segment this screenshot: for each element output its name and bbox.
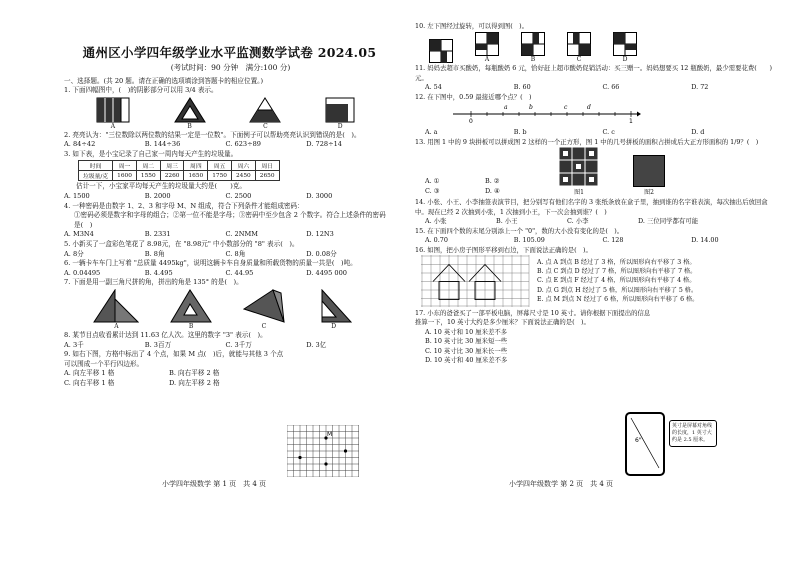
page-2-footer: 小学四年级数学 第 2 页 共 4 页 xyxy=(509,480,614,488)
table-cell: 垃圾量/克 xyxy=(79,171,113,181)
q1-figure-d xyxy=(325,97,355,130)
question-9: 9. 如右下图，方格中标出了 4 个点，如果 M 点( )后，就能与其他 3 个点可以围成一个平行四边形。 xyxy=(64,350,284,368)
question-7: 7. 下面是用一副三角尺拼的角，拼出的角是 135° 的是( )。 xyxy=(64,278,243,287)
table-cell: 周五 xyxy=(208,161,232,171)
q12-option-a[interactable]: A. a xyxy=(425,128,438,137)
table-cell: 时间 xyxy=(79,161,113,171)
q9-option-a[interactable]: A. 向左平移 1 格 xyxy=(64,369,115,378)
q5-option-d[interactable]: D. 0.08分 xyxy=(306,249,337,258)
q2-option-b[interactable]: B. 144÷36 xyxy=(144,140,181,149)
exam-title: 通州区小学四年级学业水平监测数学试卷 2024.05 xyxy=(82,45,377,60)
question-10-figures xyxy=(429,32,780,63)
q7-figure-c xyxy=(243,289,285,330)
q1-label-b: B xyxy=(187,122,192,130)
q7-label-d: D xyxy=(331,322,337,330)
q4-option-c[interactable]: C. 2NMM xyxy=(225,230,258,239)
q17-option-a[interactable]: A. 10 英寸和 10 厘米差不多 xyxy=(425,327,508,336)
q12-number-line xyxy=(451,102,641,124)
table-header-row xyxy=(79,161,280,171)
question-15-options xyxy=(415,236,780,246)
q13-option-d[interactable]: D. ④ xyxy=(485,186,500,195)
table-cell: 周三 xyxy=(160,161,184,171)
question-5-options xyxy=(64,250,387,260)
table-row xyxy=(79,171,280,181)
q1-figure-b xyxy=(174,97,206,130)
section-1-heading: 一、选择题。(共 20 题。请在正确的选项填涂到答题卡的相应位置。) xyxy=(64,77,264,85)
question-4-conditions: ①密码必须是数字和字母的组合；②第一位不能是字母；③密码中至少包含 2 个数字。符合上述条件的密码是( ) xyxy=(74,211,386,229)
q7-label-a: A xyxy=(114,322,119,330)
q17-option-d[interactable]: D. 10 英寸和 40 厘米差不多 xyxy=(425,356,508,365)
question-13: 13. 用图 1 中的 9 块拼板可以拼成图 2 这样的一个正方形，图 1 中的几号拼板的面积占拼成后大正方形面积的 1/9？( ) xyxy=(415,137,759,146)
q10-source-figure xyxy=(429,39,453,63)
garbage-table xyxy=(78,160,280,181)
q16-option-e[interactable]: E. 点 M 到点 N 经过了 6 格，所以图形向右平移了 6 格。 xyxy=(537,295,699,303)
q13-fig1-caption: 图1 xyxy=(574,189,584,197)
q17-size-label: 6" xyxy=(635,437,642,444)
q12-option-b[interactable]: B. b xyxy=(513,128,527,137)
q6-option-d[interactable]: D. 4495 000 xyxy=(306,268,347,277)
q17-tablet-figure xyxy=(625,412,713,480)
q12-point-d: d xyxy=(587,104,591,112)
q6-option-a[interactable]: A. 0.04495 xyxy=(64,268,101,277)
q16-option-d[interactable]: D. 点 G 到点 H 经过了 5 格，所以图形向右平移了 5 格。 xyxy=(537,286,698,294)
question-14: 14. 小张、小王、小李抽签表演节目，把分别写有他们名字的 3 张纸条放在盒子里，抽到谁的名字谁表演，每次抽出后放回盒中。现在已经 2 次抽到小张，1 次抽到小王，下一次会抽到谁？( ) xyxy=(415,198,768,216)
q12-tick-1: 1 xyxy=(629,118,633,125)
question-7-figures xyxy=(78,289,367,330)
question-6-options xyxy=(64,269,387,279)
question-8-options xyxy=(64,341,387,351)
q1-figure-a xyxy=(96,97,130,130)
q16-option-b[interactable]: B. 点 C 到点 D 经过了 7 格，所以图形向右平移了 7 格。 xyxy=(537,268,697,276)
question-12-options xyxy=(415,128,780,138)
table-cell: 1550 xyxy=(136,171,160,181)
q14-option-d[interactable]: D. 三位同学都有可能 xyxy=(638,217,699,226)
q13-fig2-caption: 图2 xyxy=(644,189,654,197)
table-cell: 1600 xyxy=(113,171,137,181)
question-13-options xyxy=(415,177,545,196)
q7-label-c: C xyxy=(261,322,267,330)
question-3: 3. 如下表，是小宝记录了自己家一周内每天产生的垃圾量。 xyxy=(64,149,238,158)
q12-point-b: b xyxy=(529,104,533,112)
q10-label-c: C xyxy=(576,56,582,64)
question-1-figures xyxy=(74,97,377,130)
question-17: 17. 小东的爸爸买了一部平板电脑，屏幕尺寸是 10 英寸。请你根据下面提出的信息推算一下，10 英寸大约是多少厘米？下面说法正确的是( )。 xyxy=(415,309,651,327)
q10-label-b: B xyxy=(530,56,536,64)
page-1-footer: 小学四年级数学 第 1 页 共 4 页 xyxy=(162,480,267,488)
question-15: 15. 在下面四个数的末尾分别添上一个 "0"，数的大小没有变化的是( )。 xyxy=(415,226,624,235)
table-cell: 1650 xyxy=(184,171,208,181)
question-16: 16. 如图，把小房子图形平移到右边，下面说法正确的是( )。 xyxy=(415,245,592,254)
q7-figure-a xyxy=(93,289,139,330)
q10-figure-d xyxy=(613,32,637,63)
q16-option-a[interactable]: A. 点 A 到点 B 经过了 3 格，所以图形向右平移了 3 格。 xyxy=(537,259,696,267)
q3-option-d[interactable]: D. 3000 xyxy=(306,191,333,200)
question-2: 2. 亮亮认为："三位数除以两位数的结果一定是一位数"。下面例子可以帮助亮亮认识到错误的是( )。 xyxy=(64,130,361,139)
q17-info-note: 英寸是屏幕对角线的长度，1 英寸大约是 2.5 厘米。 xyxy=(669,420,717,447)
q2-option-a[interactable]: A. 84÷42 xyxy=(64,140,96,149)
q10-figure-a xyxy=(475,32,499,63)
q8-option-a[interactable]: A. 3千 xyxy=(64,340,84,349)
question-11-options xyxy=(415,83,780,93)
q12-option-d[interactable]: D. d xyxy=(691,128,705,137)
q13-figure-2 xyxy=(633,155,665,196)
question-3-estimate: 估计一下，小宝家平均每天产生的垃圾量大约是( )克。 xyxy=(76,182,246,191)
tablet-icon xyxy=(625,412,665,476)
q4-option-a[interactable]: A. M3N4 xyxy=(64,230,94,239)
q11-option-d[interactable]: D. 72 xyxy=(691,83,709,92)
q8-option-c[interactable]: C. 3千万 xyxy=(225,340,252,349)
q9-grid xyxy=(287,425,359,477)
q16-option-c[interactable]: C. 点 E 到点 F 经过了 4 格，所以图形向右平移了 4 格。 xyxy=(537,277,696,285)
q1-label-c: C xyxy=(263,122,268,130)
table-cell: 周日 xyxy=(255,161,279,171)
q13-figure-1 xyxy=(559,147,599,196)
q2-option-d[interactable]: D. 728÷14 xyxy=(306,140,342,149)
q3-option-a[interactable]: A. 1500 xyxy=(64,191,90,200)
question-12: 12. 在下图中，0.59 最接近哪个点？( ) xyxy=(415,92,532,101)
q13-option-b[interactable]: B. ② xyxy=(485,177,500,186)
q11-option-a[interactable]: A. 54 xyxy=(425,83,442,92)
q1-label-a: A xyxy=(110,122,116,130)
q10-figure-b xyxy=(521,32,545,63)
q10-figure-c xyxy=(567,32,591,63)
question-17-options xyxy=(415,328,780,366)
q5-option-a[interactable]: A. 8分 xyxy=(64,249,84,258)
question-13-body xyxy=(415,147,780,196)
q10-label-a: A xyxy=(484,56,490,64)
q6-option-b[interactable]: B. 4.495 xyxy=(144,268,173,277)
q4-option-b[interactable]: B. 2331 xyxy=(144,230,171,239)
q16-grid xyxy=(421,255,531,307)
question-3-options xyxy=(64,192,387,202)
q12-point-a: a xyxy=(504,104,508,112)
q15-option-a[interactable]: A. 0.70 xyxy=(425,236,448,245)
q9-point-label: M xyxy=(327,431,333,438)
q14-option-b[interactable]: B. 小王 xyxy=(496,217,518,226)
q8-option-d[interactable]: D. 3亿 xyxy=(306,340,327,349)
q7-figure-b xyxy=(170,289,212,330)
table-cell: 周一 xyxy=(113,161,137,171)
question-5: 5. 小新买了一盒彩色笔花了 8.98元，在 "8.98元" 中小数部分的 "8" 表示( )。 xyxy=(64,239,299,248)
table-cell: 周二 xyxy=(136,161,160,171)
q15-option-c[interactable]: C. 128 xyxy=(602,236,624,245)
q13-option-a[interactable]: A. ① xyxy=(425,177,440,186)
table-cell: 1750 xyxy=(208,171,232,181)
q15-option-d[interactable]: D. 14.00 xyxy=(691,236,719,245)
q15-option-b[interactable]: B. 105.09 xyxy=(513,236,545,245)
exam-subtitle: (考试时间：90 分钟 满分:100 分) xyxy=(170,63,291,72)
question-16-options xyxy=(537,255,698,307)
q6-option-c[interactable]: C. 44.95 xyxy=(225,268,254,277)
q12-option-c[interactable]: C. c xyxy=(602,128,615,137)
q9-option-d[interactable]: D. 向左平移 2 格 xyxy=(169,378,220,387)
q1-figure-c xyxy=(249,97,281,130)
table-cell: 周四 xyxy=(184,161,208,171)
question-2-options xyxy=(64,140,387,150)
table-cell: 2650 xyxy=(255,171,279,181)
q10-label-d: D xyxy=(622,56,628,64)
q9-option-b[interactable]: B. 向右平移 2 格 xyxy=(169,369,220,378)
question-10: 10. 左下图经过旋转，可以得到图( )。 xyxy=(415,22,529,30)
q1-label-d: D xyxy=(337,122,343,130)
question-8: 8. 某节目点收看累计达到 11.63 亿人次。这里的数字 "3" 表示( )。 xyxy=(64,330,267,339)
q5-option-c[interactable]: C. 8角 xyxy=(225,249,246,258)
q14-option-c[interactable]: C. 小李 xyxy=(567,217,589,226)
q14-option-a[interactable]: A. 小张 xyxy=(425,217,447,226)
question-4-options xyxy=(64,230,387,240)
q17-option-c[interactable]: C. 10 英寸比 30 厘米长一些 xyxy=(425,346,508,355)
question-16-body xyxy=(415,255,780,307)
question-1: 1. 下面四幅图中，( )的阴影部分可以用 3/4 表示。 xyxy=(64,86,218,94)
q8-option-b[interactable]: B. 3百万 xyxy=(144,340,172,349)
q7-figure-d xyxy=(316,289,352,330)
q11-option-c[interactable]: C. 66 xyxy=(602,83,620,92)
question-11: 11. 妈妈去超市买酸奶，每瓶酸奶 6 元，恰好赶上超市酸奶促销活动：买三赠一。妈妈想要买 12 瓶酸奶，最少需要花费( )元。 xyxy=(415,64,773,82)
table-cell: 2450 xyxy=(231,171,255,181)
q11-option-b[interactable]: B. 60 xyxy=(513,83,531,92)
q13-option-c[interactable]: C. ③ xyxy=(425,186,440,195)
q17-option-b[interactable]: B. 10 英寸比 30 厘米短一些 xyxy=(425,337,508,346)
table-cell: 周六 xyxy=(231,161,255,171)
q3-option-c[interactable]: C. 2500 xyxy=(225,191,252,200)
q7-label-b: B xyxy=(188,322,194,330)
question-14-options xyxy=(415,217,780,227)
q9-option-c[interactable]: C. 向右平移 1 格 xyxy=(64,378,115,387)
question-6: 6. 一辆卡车车门上写着 "总质量 4495kg"，说明这辆卡车自身质量和所载货物的质量一共是( )吨。 xyxy=(64,259,357,268)
q4-option-d[interactable]: D. 12N3 xyxy=(306,230,334,239)
q12-tick-0: 0 xyxy=(469,118,473,125)
question-9-options xyxy=(64,369,274,388)
q5-option-b[interactable]: B. 8角 xyxy=(144,249,165,258)
question-4: 4. 一种密码是由数字 1、2、3 和字母 M、N 组成，符合下列条件才能组成密码： xyxy=(64,201,304,210)
table-cell: 2260 xyxy=(160,171,184,181)
q2-option-c[interactable]: C. 623÷89 xyxy=(225,140,262,149)
q3-option-b[interactable]: B. 2000 xyxy=(144,191,171,200)
q12-point-c: c xyxy=(564,104,568,112)
page-2 xyxy=(397,0,794,561)
